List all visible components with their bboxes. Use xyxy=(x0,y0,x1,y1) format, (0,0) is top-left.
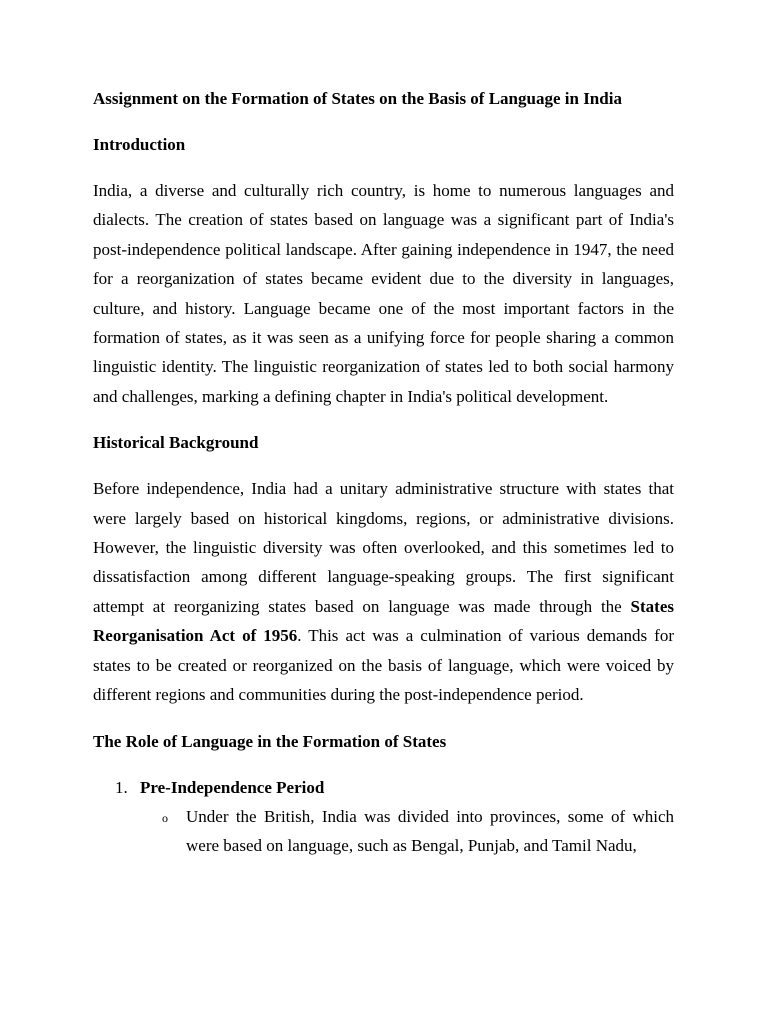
bullet-sublist xyxy=(140,802,674,861)
list-item-number: 1. xyxy=(115,777,128,797)
list-item xyxy=(93,773,674,861)
bullet-item xyxy=(140,802,674,861)
historical-text-before: Before independence, India had a unitary administrative structure with states that were largely based on historical kingdoms, regions, or administrative divisions. However, the linguistic diversity was often overlooked, and this sometimes led to dissatisfaction among different language-speaking groups. The first significant attempt at reorganizing states based on language was made through the xyxy=(93,479,674,616)
document-title: Assignment on the Formation of States on the Basis of Language in India xyxy=(93,89,622,108)
list-item-label: Pre-Independence Period xyxy=(140,777,325,797)
document-body xyxy=(93,84,674,860)
bullet-item-text: Under the British, India was divided into provinces, some of which were based on language, such as Bengal, Punjab, and Tamil Nadu, xyxy=(186,806,674,855)
hollow-bullet-icon: o xyxy=(162,810,168,825)
section-heading-historical-background: Historical Background xyxy=(93,433,259,453)
act-name-bold: States Reorganisation Act of 1956 xyxy=(93,596,674,646)
introduction-paragraph: India, a diverse and culturally rich country, is home to numerous languages and dialects. The creation of states based on language was a significant part of India's post-independence political landscape. After gaining independence in 1947, the need for a reorganization of states became evident due to the diversity in languages, culture, and history. Language became one of the most important factors in the formation of states, as it was seen as a unifying force for people sharing a common linguistic identity. The linguistic reorganization of states led to both social harmony and challenges, marking a defining chapter in India's political development. xyxy=(93,181,674,406)
numbered-list xyxy=(93,773,674,861)
historical-text-after: . This act was a culmination of various demands for states to be created or reorganized on the basis of language, which were voiced by different regions and communities during the post-independence period. xyxy=(93,626,674,705)
section-heading-introduction: Introduction xyxy=(93,135,186,154)
historical-background-paragraph xyxy=(93,474,674,709)
section-heading-role-of-language: The Role of Language in the Formation of States xyxy=(93,731,447,751)
